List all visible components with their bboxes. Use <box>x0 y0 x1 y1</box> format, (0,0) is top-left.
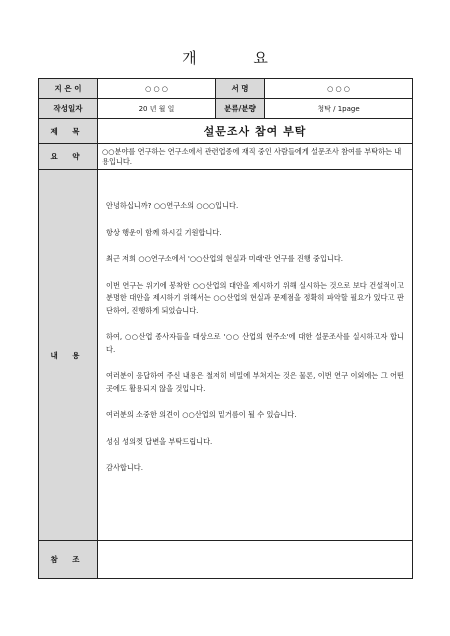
content-paragraph: 이번 연구는 위기에 봉착한 ○○산업의 대안을 제시하기 위해 실시하는 것으로 보다 건설적이고 분명한 대안을 제시하기 위해서는 ○○산업의 현실과 문제점을 정확히 파악할 필요가 있다고 판단하여, 진행하게 되었습니다. <box>106 280 404 315</box>
subject-value: 설문조사 참여 부탁 <box>98 119 413 144</box>
document-title: 개 요 <box>182 49 294 67</box>
date-label: 작성일자 <box>39 99 98 119</box>
signature-value: ○ ○ ○ <box>265 79 413 99</box>
author-label: 지 은 이 <box>39 79 98 99</box>
content-paragraph: 감사합니다. <box>106 463 144 472</box>
content-paragraph: 성심 성의껏 답변을 부탁드립니다. <box>106 436 213 446</box>
content-body <box>98 170 413 541</box>
content-paragraph: 여러분이 응답하여 주신 내용은 철저히 비밀에 부쳐지는 것은 물론, 이번 연구 이외에는 그 어떤 곳에도 활용되지 않을 것입니다. <box>106 371 404 393</box>
author-value: ○ ○ ○ <box>98 79 216 99</box>
overview-form <box>38 78 413 579</box>
content-paragraph: 안녕하십니까? ○○연구소의 ○○○입니다. <box>106 201 239 210</box>
content-label: 내 용 <box>39 170 98 541</box>
content-paragraph: 하여, ○○산업 종사자들을 대상으로 '○○ 산업의 현주소'에 대한 설문조사를 실시하고자 합니다. <box>106 332 404 354</box>
reference-value <box>98 541 413 579</box>
signature-label: 서 명 <box>216 79 265 99</box>
content-paragraph: 항상 행운이 함께 하시길 기원합니다. <box>106 227 222 237</box>
summary-value: ○○분야를 연구하는 연구소에서 관련업종에 재직 중인 사람들에게 설문조사 참여를 부탁하는 내용입니다. <box>98 144 413 170</box>
content-paragraph: 최근 저희 ○○연구소에서 '○○산업의 현실과 미래'란 연구를 진행 중입니다. <box>106 254 344 263</box>
reference-label: 참 조 <box>39 541 98 579</box>
category-value: 청탁 / 1page <box>265 99 413 119</box>
subject-label: 제 목 <box>39 119 98 144</box>
summary-label: 요 약 <box>39 144 98 170</box>
content-paragraph: 여러분의 소중한 의견이 ○○산업의 밑거름이 될 수 있습니다. <box>106 410 297 419</box>
date-value: 20 년 월 일 <box>98 99 216 119</box>
category-label: 분류/분량 <box>216 99 265 119</box>
